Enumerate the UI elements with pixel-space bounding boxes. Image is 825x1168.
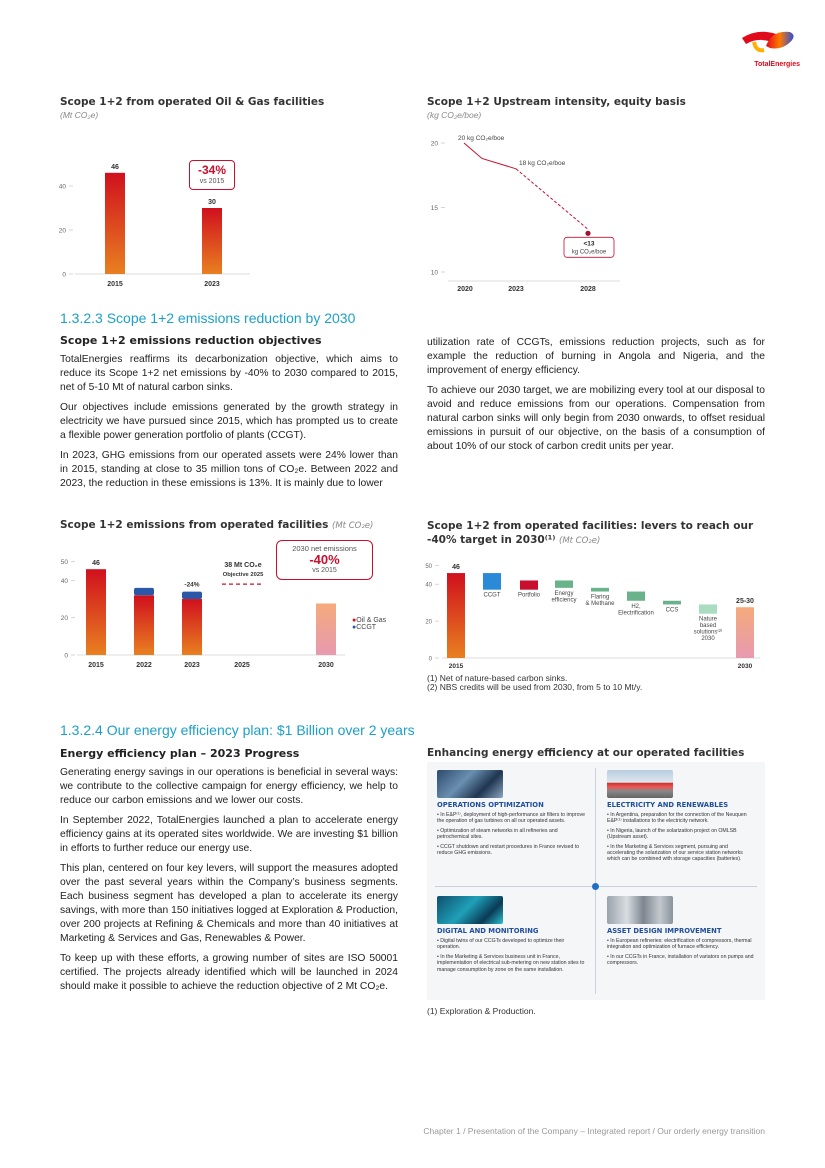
chart2-label-2023: 18 kg CO₂e/boe <box>519 159 566 167</box>
chart1-bar-label: 30 <box>208 199 216 206</box>
operations-photo <box>437 770 503 798</box>
section1-para-1: TotalEnergies reaffirms its decarbonization objective, which aims to reduce its Scope 1+2 net emissions by -40% to 2030 compared to 2015, net of 5-10 Mt of natural carbon sinks. <box>60 354 398 393</box>
chart1-bar <box>202 208 222 274</box>
chart3-title-text: Scope 1+2 emissions from operated facilities <box>60 519 329 531</box>
efficiency-panel <box>427 762 765 1000</box>
chart4-lever-label: & Methane <box>585 601 615 608</box>
chart4-bar-2015 <box>447 573 465 658</box>
chart3-xtick-label: 2015 <box>88 662 104 669</box>
chart2-title: Scope 1+2 Upstream intensity, equity basis <box>427 96 686 108</box>
chart4-lever-label: CCS <box>665 607 679 614</box>
chart4-lever-label: solutions⁽²⁾ <box>693 629 723 636</box>
brand-logo <box>736 24 800 68</box>
chart4-lever-label: 2030 <box>701 636 715 643</box>
section1-para-4: utilization rate of CCGTs, emissions reduction projects, such as for example the reduction of burning in Angola and Nigeria, and the improvement of energy efficiency. <box>427 337 765 376</box>
chart4-lever-label: Flaring <box>590 594 610 601</box>
chart1-ytick-label: 0 <box>62 271 66 279</box>
box-operations-title: OPERATIONS OPTIMIZATION <box>437 801 544 809</box>
chart3-xtick-label: 2025 <box>234 662 250 669</box>
electricity-photo <box>607 770 673 798</box>
list-item: • In Argentina, preparation for the connection of the Neuquen E&P⁽¹⁾ installations to the electricity network. <box>607 812 757 825</box>
box-digital <box>437 896 587 976</box>
section1-para-5: To achieve our 2030 target, we are mobilizing every tool at our disposal to avoid and reduce emissions from our operations. Compensation from natural carbon sinks will only begin from 2030 onwards, to offset residual emissions in pursuit of our objective, on the basis of a consumption of about 10% of our stock of carbon credit units per year. <box>427 385 765 452</box>
chart1-title: Scope 1+2 from operated Oil & Gas facilities <box>60 96 325 108</box>
chart3-bar-oil-gas <box>134 595 154 655</box>
chart3-ytick-label: 50 <box>60 559 68 567</box>
box-asset-title: ASSET DESIGN IMPROVEMENT <box>607 927 722 935</box>
chart3-legend <box>352 617 386 631</box>
chart4-xtick-label: 2030 <box>737 663 753 670</box>
section2-heading: 1.3.2.4 Our energy efficiency plan: $1 Billion over 2 years <box>60 722 415 738</box>
section2-column <box>60 766 398 1000</box>
chart3-xtick-label: 2022 <box>136 662 152 669</box>
box-operations <box>437 770 587 859</box>
chart2-ytick-label: 20 <box>430 140 438 148</box>
box-digital-list <box>437 938 587 973</box>
legend-ccgt: ●CCGT <box>352 624 377 631</box>
section2-para-4: To keep up with these efforts, a growing number of sites are ISO 50001 certified. The projects already identified which will be launched in 2024 should make it possible to achieve the reduction objective of 2 Mt CO₂e. <box>60 953 398 992</box>
list-item: • In European refineries: electrification of compressors, thermal integration and optimization of furnace efficiency. <box>607 938 757 951</box>
footnote-1: (1) Net of nature-based carbon sinks. <box>427 673 568 683</box>
page-footer: Chapter 1 / Presentation of the Company – Integrated report / Our orderly energy transition <box>423 1126 765 1136</box>
efficiency-title: Enhancing energy efficiency at our operated facilities <box>427 747 745 759</box>
chart1-bar-label: 46 <box>111 163 119 171</box>
chart2-ytick-label: 15 <box>430 205 438 212</box>
list-item: • CCGT shutdown and restart procedures in France revised to reduce GHG emissions. <box>437 844 587 857</box>
chart2-xtick-label: 2023 <box>508 286 524 293</box>
chart3-ytick-label: 40 <box>60 577 68 585</box>
chart2-label-2015: 20 kg CO₂e/boe <box>458 135 505 142</box>
chart4-lever-bar <box>699 604 717 613</box>
chart4-bar-label: 46 <box>452 564 460 572</box>
divider-vertical <box>595 768 596 994</box>
box-operations-list <box>437 812 587 856</box>
chart2-target-point <box>585 231 590 236</box>
chart1-xtick-label: 2023 <box>204 281 220 288</box>
box-electricity-title: ELECTRICITY AND RENEWABLES <box>607 801 729 809</box>
chart4-lever-bar <box>555 580 573 587</box>
box-electricity <box>607 770 757 866</box>
chart4-bar-label: 25-30 <box>736 598 754 606</box>
chart4-lever-label: Electrification <box>618 610 654 617</box>
chart4-lever-label: efficiency <box>551 597 577 604</box>
chart1-xtick-label: 2015 <box>107 281 123 288</box>
chart3-bar-2030 <box>316 604 336 655</box>
center-dot <box>592 883 599 890</box>
box-asset-list <box>607 938 757 967</box>
list-item: • Digital twins of our CCGTs developed to optimize their operation. <box>437 938 587 951</box>
section1-heading: 1.3.2.3 Scope 1+2 emissions reduction by 2030 <box>60 310 356 326</box>
chart1-callout-sub: vs 2015 <box>199 178 225 185</box>
chart4-title <box>427 519 772 548</box>
list-item: • In our CCGTs in France, installation of variators on pumps and compressors. <box>607 954 757 967</box>
list-item: • In the Marketing & Services business unit in France, implementation of electrical sub-metering on new station sites to manage consumption by zone on the same installation. <box>437 954 587 973</box>
chart3-xtick-label: 2023 <box>184 662 200 669</box>
chart3-objective-label: Objective 2025 <box>222 572 264 579</box>
list-item: • In Nigeria, launch of the solarization project on OMLSB (Upstream asset). <box>607 828 757 841</box>
chart3-title <box>60 519 373 531</box>
box-electricity-list <box>607 812 757 863</box>
chart4-lever-label: CCGT <box>483 592 501 599</box>
chart3-bar-label: 46 <box>92 560 100 568</box>
chart4-ytick-label: 50 <box>425 564 432 571</box>
chart2-target-unit: kg CO₂e/boe <box>571 249 607 256</box>
chart3-bar-oil-gas <box>86 569 106 655</box>
chart3-callout-head: 2030 net emissions <box>292 544 357 553</box>
efficiency-footnote: (1) Exploration & Production. <box>427 1006 536 1016</box>
chart3-ytick-label: 20 <box>60 615 68 623</box>
chart3-bar-ccgt <box>182 592 202 599</box>
list-item: • In the Marketing & Services segment, pursuing and accelerating the solarization of our service station networks which can be combined with storage capacities (batteries). <box>607 844 757 863</box>
section2-subheading: Energy efficiency plan – 2023 Progress <box>60 747 300 760</box>
chart4-lever-bar <box>483 573 501 590</box>
asset-photo <box>607 896 673 924</box>
section2-para-2: In September 2022, TotalEnergies launched a plan to accelerate energy efficiency gains at its operated sites worldwide. We are investing $1 billion in efforts to further reduce our energy use. <box>60 815 398 854</box>
chart3-callout <box>276 540 373 580</box>
list-item: • Optimization of steam networks in all refineries and petrochemical sites. <box>437 828 587 841</box>
section1-subheading: Scope 1+2 emissions reduction objectives <box>60 334 322 347</box>
chart2-projection-line <box>516 169 588 230</box>
chart4-ytick-label: 40 <box>425 582 432 589</box>
chart2-ytick-label: 10 <box>430 269 438 277</box>
chart4-lever-label: based <box>699 623 717 630</box>
chart4-ytick-label: 0 <box>428 656 432 663</box>
chart2-unit: (kg CO₂e/boe) <box>427 110 482 120</box>
footnotes-chart4 <box>427 674 642 692</box>
section2-para-3: This plan, centered on four key levers, will support the measures adopted over the past several years within the Company’s business segments. Each business segment has developed a plan to accelerate its energy savings, with more than 150 initiatives logged at Exploration & Production, over 200 projects at Refining & Chemicals and more than 40 initiatives at Marketing & Services and Gas, Renewables & Power. <box>60 863 398 944</box>
chart2-line <box>464 143 516 169</box>
chart4-lever-label: Portfolio <box>517 592 541 599</box>
chart3-ytick-label: 0 <box>64 652 68 660</box>
chart4-lever-label: Nature <box>698 616 718 623</box>
chart1-ytick-label: 40 <box>58 183 66 191</box>
box-asset <box>607 896 757 970</box>
digital-photo <box>437 896 503 924</box>
chart4-lever-bar <box>520 580 538 589</box>
chart3-unit: (Mt CO₂e) <box>332 521 374 531</box>
chart4-svg <box>420 548 770 673</box>
section1-right-column <box>427 336 765 460</box>
chart4-lever-label: Energy <box>554 590 574 597</box>
chart1-callout-value: -34% <box>197 163 226 177</box>
chart1-unit: (Mt CO₂e) <box>60 110 99 120</box>
chart4-lever-label: H2, <box>631 603 641 610</box>
legend-oil-gas: ●Oil & Gas <box>352 617 387 624</box>
chart1-bar <box>105 173 125 274</box>
chart4-bar-2030 <box>736 607 754 658</box>
chart3-bar-ccgt <box>134 588 154 595</box>
chart2-svg <box>420 125 630 295</box>
chart2-target-value: <13 <box>583 240 595 248</box>
chart3-change-label: -24% <box>184 581 200 589</box>
chart4-lever-bar <box>663 601 681 605</box>
chart2-xtick-label: 2028 <box>580 286 596 293</box>
chart4-lever-bar <box>591 588 609 592</box>
section1-para-2: Our objectives include emissions generated by the growth strategy in electricity we have pursued since 2015, which has prompted us to create a flexible power generation portfolio of plants (CCGT). <box>60 402 398 441</box>
section1-para-3: In 2023, GHG emissions from our operated assets were 24% lower than in 2015, standing at close to 35 million tons of CO₂e. Between 2022 and 2023, the reduction in these emissions is 13%. It is mainly due to lower <box>60 450 398 489</box>
chart1-ytick-label: 20 <box>58 227 66 235</box>
chart3-objective-value: 38 Mt CO₂e <box>224 562 262 570</box>
list-item: • In E&P⁽¹⁾, deployment of high-performance air filters to improve the operation of gas turbines on all our operated assets. <box>437 812 587 825</box>
chart3-callout-sub: vs 2015 <box>312 567 337 574</box>
footnote-2: (2) NBS credits will be used from 2030, from 5 to 10 Mt/y. <box>427 682 643 692</box>
brand-name: TotalEnergies <box>754 61 800 68</box>
chart2-xtick-label: 2020 <box>457 286 473 293</box>
chart4-xtick-label: 2015 <box>448 663 464 670</box>
chart4-title-text: Scope 1+2 from operated facilities: levers to reach our -40% target in 2030⁽¹⁾ <box>427 520 754 546</box>
chart4-ytick-label: 20 <box>425 619 432 626</box>
chart4-unit: (Mt CO₂e) <box>559 536 601 546</box>
chart3-xtick-label: 2030 <box>318 662 334 669</box>
chart1-callout <box>189 160 235 190</box>
chart4-lever-bar <box>627 592 645 601</box>
chart3-callout-value: -40% <box>309 552 340 567</box>
chart3-bar-oil-gas <box>182 599 202 655</box>
section1-left-column <box>60 353 398 497</box>
box-digital-title: DIGITAL AND MONITORING <box>437 927 539 935</box>
section2-para-1: Generating energy savings in our operations is beneficial in several ways: we contribute to the collective campaign for energy efficiency, we help to reduce our carbon emissions and we lower our costs. <box>60 767 398 806</box>
